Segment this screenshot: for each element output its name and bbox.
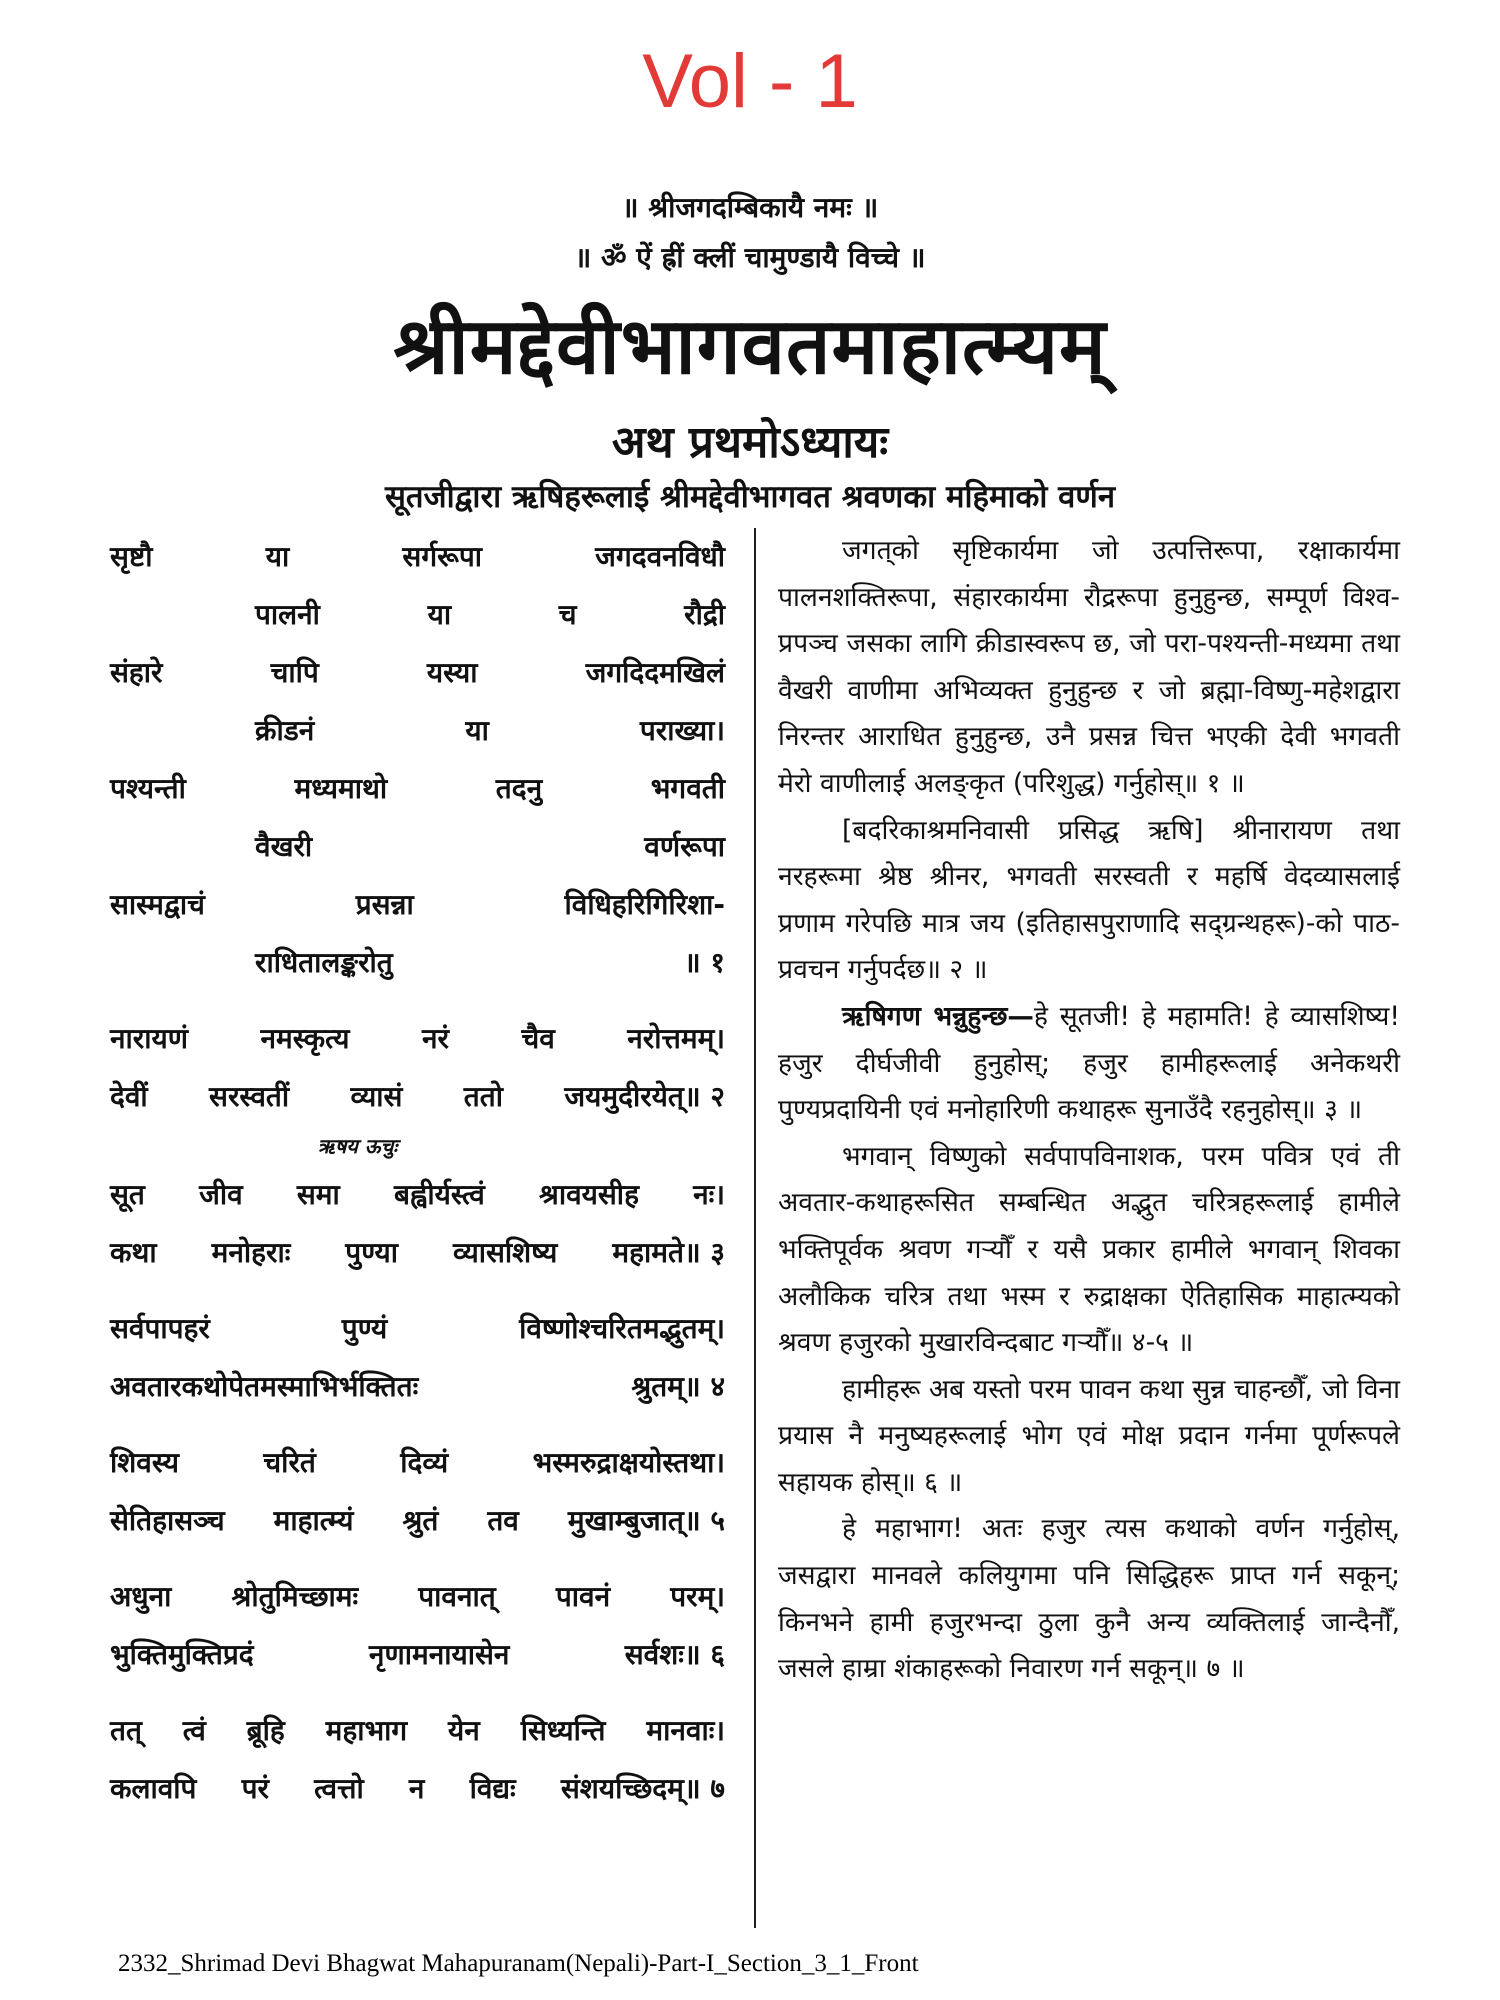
verse-gap xyxy=(110,992,725,1010)
verse-word: अधुना xyxy=(110,1580,172,1613)
verse-word: तदनु xyxy=(495,772,543,805)
verse-word: विधिहरिगिरिशा- xyxy=(564,888,725,921)
verse-line xyxy=(110,876,725,934)
verse-word: अवतारकथोपेतमस्माभिर्भक्तितः xyxy=(110,1370,419,1403)
verse-line xyxy=(110,1492,725,1550)
translation-paragraph xyxy=(778,1134,1400,1367)
verse-word: रौद्री xyxy=(684,598,725,631)
verse-word: जगदवनविधौ xyxy=(595,540,725,573)
verse-word: चैव xyxy=(521,1022,555,1055)
speaker-label: ऋषय ऊचुः xyxy=(317,1134,398,1158)
verse-word: पराख्या। xyxy=(639,714,725,747)
verse-word: राधितालङ्करोतु xyxy=(255,946,393,979)
verse-word: पावनं xyxy=(555,1580,611,1613)
verse-word: विद्यः xyxy=(469,1772,516,1805)
verse-word: शिवस्य xyxy=(110,1446,179,1479)
translation-paragraph xyxy=(778,528,1400,808)
verse-word: दिव्यं xyxy=(400,1446,449,1479)
verse-line xyxy=(110,1300,725,1358)
nepali-translation-column xyxy=(778,528,1400,1693)
column-divider xyxy=(754,528,756,1928)
verse-word: व्यासशिष्य xyxy=(452,1236,558,1269)
verse-word: तत् xyxy=(110,1714,142,1747)
verse-line xyxy=(110,1010,725,1068)
verse-word: सास्मद्वाचं xyxy=(110,888,205,921)
verse-word: संहारे xyxy=(110,656,163,689)
verse-word: प्रसन्ना xyxy=(355,888,414,921)
verse-line xyxy=(110,1434,725,1492)
verse-word: त्वत्तो xyxy=(314,1772,364,1805)
verse-word: महाभाग xyxy=(325,1714,408,1747)
verse-word: भगवती xyxy=(650,772,725,805)
verse-word: येन xyxy=(448,1714,480,1747)
verse-word: त्वं xyxy=(182,1714,206,1747)
verse-word: व्यासं xyxy=(350,1080,403,1113)
verse-word: कथा xyxy=(110,1236,157,1269)
verse-word: भस्मरुद्राक्षयोस्तथा। xyxy=(532,1446,725,1479)
verse-word: चापि xyxy=(270,656,319,689)
verse-gap xyxy=(110,1550,725,1568)
verse-word: देवीं xyxy=(110,1080,148,1113)
verse-word: या xyxy=(427,598,452,631)
verse-word: परं xyxy=(241,1772,269,1805)
verse-line xyxy=(110,1760,725,1818)
verse-line xyxy=(110,1068,725,1126)
verse-line xyxy=(110,1702,725,1760)
verse-word: या xyxy=(465,714,489,747)
verse-line xyxy=(110,644,725,702)
verse-gap xyxy=(110,1282,725,1300)
translation-text: भगवान् विष्णुको सर्वपापविनाशक, परम पवित्र एवं ती अवतार-कथाहरूसित सम्बन्धित अद्भुत चरित्रहरूलाई हामीले भक्तिपूर्वक श्रवण गर्‍यौँ र यसै प्रकार हामीले भगवान् शिवका अलौकिक चरित्र तथा भस्म र रुद्राक्षका ऐतिहासिक माहात्म्यको श्रवण हजुरको मुखारविन्दबाट गर्‍यौँ॥ ४-५ ॥ xyxy=(778,1140,1400,1359)
verse-line xyxy=(110,586,725,644)
verse-word: विष्णोश्चरितमद्भुतम्। xyxy=(519,1312,725,1345)
verse-gap xyxy=(110,1416,725,1434)
verse-word: नमस्कृत्य xyxy=(260,1022,350,1055)
verse-word: जगदिदमखिलं xyxy=(585,656,725,689)
verse-word: वर्णरूपा xyxy=(644,830,725,863)
footer-file-label: 2332_Shrimad Devi Bhagwat Mahapuranam(Nepali)-Part-I_Section_3_1_Front xyxy=(118,1950,919,1977)
verse-word: नारायणं xyxy=(110,1022,188,1055)
verse-word: सर्वशः॥ ६ xyxy=(624,1638,725,1671)
verse-word: सर्वपापहरं xyxy=(110,1312,210,1345)
verse-word: पुण्या xyxy=(345,1236,398,1269)
verse-word: नरं xyxy=(421,1022,449,1055)
verse-line xyxy=(110,1224,725,1282)
verse-word: नः। xyxy=(693,1178,725,1211)
verse-word: सृष्टौ xyxy=(110,540,153,573)
translation-text: हे सूतजी! हे महामति! हे व्यासशिष्य! हजुर दीर्घजीवी हुनुहोस्; हजुर हामीहरूलाई अनेकथरी पुण्यप्रदायिनी एवं मनोहारिणी कथाहरू सुनाउँदै रहनुहोस्॥ ३ ॥ xyxy=(778,1000,1400,1126)
translation-text: [बदरिकाश्रमनिवासी प्रसिद्ध ऋषि] श्रीनारायण तथा नरहरूमा श्रेष्ठ श्रीनर, भगवती सरस्वती र महर्षि वेदव्यासलाई प्रणाम गरेपछि मात्र जय (इतिहासपुराणादि सद्ग्रन्थहरू)-को पाठ-प्रवचन गर्नुपर्दछ॥ २ ॥ xyxy=(778,814,1400,986)
translation-paragraph xyxy=(778,994,1400,1134)
verse-word: क्रीडनं xyxy=(255,714,315,747)
verse-word: कलावपि xyxy=(110,1772,197,1805)
verse-word: ब्रूहि xyxy=(246,1714,285,1747)
verse-word: परम्। xyxy=(670,1580,725,1613)
volume-label: Vol - 1 xyxy=(642,39,858,124)
invocation-line-1: ॥ श्रीजगदम्बिकायै नमः ॥ xyxy=(621,191,879,224)
sanskrit-verses-column xyxy=(110,528,725,1818)
verse-word: माहात्म्यं xyxy=(273,1504,354,1537)
translation-text: हामीहरू अब यस्तो परम पावन कथा सुन्न चाहन्छौँ, जो विना प्रयास नै मनुष्यहरूलाई भोग एवं मोक्ष प्रदान गर्नमा पूर्णरूपले सहायक होस्॥ ६ ॥ xyxy=(778,1373,1400,1498)
verse-word: न xyxy=(408,1772,425,1805)
verse-line xyxy=(110,528,725,586)
translation-paragraph xyxy=(778,808,1400,994)
verse-word: पालनी xyxy=(255,598,320,631)
verse-word: संशयच्छिदम्॥ ७ xyxy=(560,1772,725,1805)
verse-word: श्रोतुमिच्छामः xyxy=(231,1580,359,1613)
verse-word: च xyxy=(558,598,577,631)
verse-line xyxy=(110,1626,725,1684)
invocation-line-2: ॥ ॐ ऐं ह्रीं क्लीं चामुण्डायै विच्चे ॥ xyxy=(574,241,926,274)
verse-line xyxy=(110,702,725,760)
verse-word: भुक्तिमुक्तिप्रदं xyxy=(110,1638,254,1671)
verse-word: श्रुतं xyxy=(402,1504,439,1537)
verse-word: पुण्यं xyxy=(341,1312,388,1345)
verse-word: मुखाम्बुजात्॥ ५ xyxy=(567,1504,725,1537)
verse-word: सरस्वतीं xyxy=(209,1080,290,1113)
verse-word: सर्गरूपा xyxy=(402,540,482,573)
verse-word: ततो xyxy=(463,1080,503,1113)
verse-word: पश्यन्ती xyxy=(110,772,186,805)
verse-word: या xyxy=(265,540,290,573)
verse-word: ॥ १ xyxy=(683,946,725,979)
translation-paragraph xyxy=(778,1506,1400,1692)
verse-gap xyxy=(110,1684,725,1702)
verse-word: मनोहराः xyxy=(211,1236,291,1269)
chapter-heading: अथ प्रथमोऽध्यायः xyxy=(611,417,889,468)
verse-word: चरितं xyxy=(263,1446,316,1479)
translation-paragraph xyxy=(778,1367,1400,1507)
verse-word: नरोत्तमम्। xyxy=(627,1022,725,1055)
verse-word: श्रावयसीह xyxy=(539,1178,639,1211)
verse-word: जीव xyxy=(199,1178,243,1211)
verse-word: तव xyxy=(487,1504,519,1537)
translation-text: जगत्‌को सृष्टिकार्यमा जो उत्पत्तिरूपा, रक्षाकार्यमा पालनशक्तिरूपा, संहारकार्यमा रौद्ररूपा हुनुहुन्छ, सम्पूर्ण विश्व-प्रपञ्च जसका लागि क्रीडास्वरूप छ, जो परा-पश्यन्ती-मध्यमा तथा वैखरी वाणीमा अभिव्यक्त हुनुहुन्छ र जो ब्रह्मा-विष्णु-महेशद्वारा निरन्तर आराधित हुनुहुन्छ, उनै प्रसन्न चित्त भएकी देवी भगवती मेरो वाणीलाई अलङ्कृत (परिशुद्ध) गर्नुहोस्॥ १ ॥ xyxy=(778,535,1400,799)
verse-word: बह्वीर्यस्त्वं xyxy=(394,1178,485,1211)
verse-line xyxy=(110,934,725,992)
verse-word: सिध्यन्ति xyxy=(520,1714,606,1747)
verse-word: सूत xyxy=(110,1178,145,1211)
verse-word: जयमुदीरयेत्॥ २ xyxy=(564,1080,725,1113)
verse-line xyxy=(110,1166,725,1224)
translation-lead: ऋषिगण भन्नुहुन्छ— xyxy=(842,1000,1034,1032)
verse-word: वैखरी xyxy=(255,830,313,863)
verse-word: मध्यमाथो xyxy=(294,772,388,805)
verse-word: यस्या xyxy=(426,656,478,689)
verse-line xyxy=(110,760,725,818)
verse-line xyxy=(110,818,725,876)
page-title: श्रीमद्देवीभागवतमाहात्म्यम् xyxy=(393,302,1107,392)
verse-word: महामते॥ ३ xyxy=(612,1236,725,1269)
translation-text: हे महाभाग! अतः हजुर त्यस कथाको वर्णन गर्नुहोस्, जसद्वारा मानवले कलियुगमा पनि सिद्धिहरू प्राप्त गर्न सकून्; किनभने हामी हजुरभन्दा ठुला कुनै अन्य व्यक्तिलाई जान्दैनौँ, जसले हाम्रा शंकाहरूको निवारण गर्न सकून्॥ ७ ॥ xyxy=(778,1513,1400,1685)
verse-word: श्रुतम्॥ ४ xyxy=(631,1370,725,1403)
verse-word: सेतिहासञ्च xyxy=(110,1504,225,1537)
chapter-subtitle: सूतजीद्वारा ऋषिहरूलाई श्रीमद्देवीभागवत श्रवणका महिमाको वर्णन xyxy=(384,479,1116,515)
verse-word: पावनात् xyxy=(418,1580,496,1613)
verse-line xyxy=(110,1568,725,1626)
verse-word: मानवाः। xyxy=(646,1714,725,1747)
verse-word: नृणामनायासेन xyxy=(368,1638,510,1671)
verse-word: समा xyxy=(296,1178,340,1211)
verse-line xyxy=(110,1358,725,1416)
